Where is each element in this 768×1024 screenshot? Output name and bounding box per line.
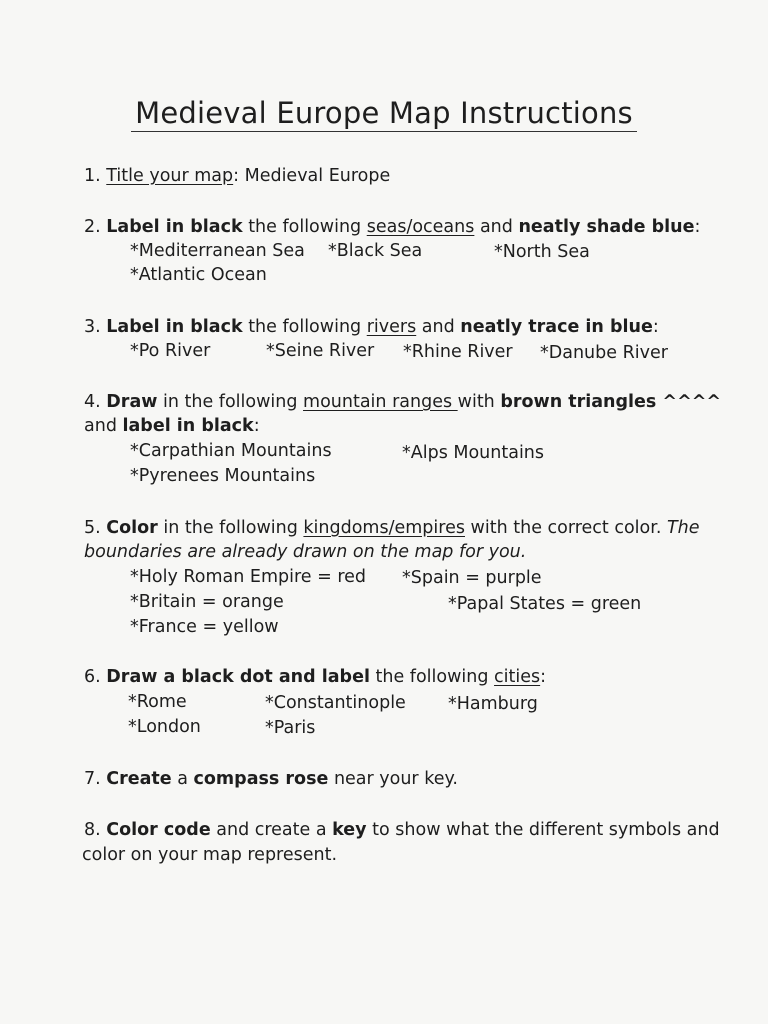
instruction-text: The [666, 518, 700, 538]
instruction-text: in the following [157, 392, 304, 412]
list-item: *Hamburg [448, 694, 538, 714]
instruction-8-continued: color on your map represent. [82, 845, 338, 865]
list-item: *Carpathian Mountains [130, 441, 332, 461]
instruction-text: Create [106, 769, 172, 789]
instruction-text: the following [242, 217, 367, 237]
instruction-text: kingdoms/empires [303, 518, 465, 538]
item-number: 3. [84, 317, 101, 337]
instruction-text: compass rose [193, 769, 329, 789]
item-number: 5. [84, 518, 101, 538]
list-item: *Paris [265, 718, 316, 738]
instruction-text: rivers [366, 317, 417, 337]
page-title [0, 96, 768, 132]
item-number: 2. [84, 217, 101, 237]
instruction-text: boundaries are already drawn on the map for you. [84, 542, 527, 562]
instruction-text: Title your map [106, 166, 234, 186]
list-item: *Alps Mountains [402, 443, 545, 463]
list-item: *Rhine River [403, 342, 513, 362]
instruction-text: Label in black [106, 217, 243, 237]
list-item: *Britain = orange [130, 592, 284, 612]
instruction-text: : [540, 667, 547, 687]
instruction-text: Color [106, 518, 158, 538]
instruction-text: and [84, 416, 123, 436]
list-item: *North Sea [494, 242, 590, 262]
instruction-8 [84, 819, 720, 841]
list-item: *Mediterranean Sea [130, 241, 305, 261]
list-item: *London [128, 717, 201, 737]
instruction-text: mountain ranges [303, 392, 458, 412]
instruction-text: to show what the different symbols and [366, 820, 720, 840]
instruction-text: : [652, 317, 659, 337]
instruction-4-continued [84, 415, 260, 437]
list-item: *Black Sea [328, 241, 423, 261]
instruction-text: : [253, 416, 260, 436]
instruction-text: brown triangles ^^^^ [500, 392, 722, 412]
list-item: *Constantinople [265, 693, 406, 713]
instruction-text: and [416, 317, 461, 337]
instruction-text: Draw a black dot and label [106, 667, 370, 687]
list-item: *Papal States = green [448, 594, 642, 614]
instruction-text: cities [494, 667, 541, 687]
item-number: 1. [84, 166, 101, 186]
instruction-text: : Medieval Europe [233, 166, 391, 186]
instruction-1 [84, 165, 390, 187]
list-item: *Seine River [266, 341, 375, 361]
instruction-text: with [457, 392, 501, 412]
list-item: *Atlantic Ocean [130, 265, 267, 285]
instruction-text: seas/oceans [366, 217, 475, 237]
list-item: *Spain = purple [402, 568, 542, 588]
item-number: 8. [84, 820, 101, 840]
item-number: 4. [84, 392, 101, 412]
instruction-text: near your key. [328, 769, 458, 789]
instruction-5-continued [84, 541, 526, 563]
instruction-text: key [332, 820, 367, 840]
instruction-text: the following [369, 667, 495, 687]
title-text: Medieval Europe Map Instructions [131, 96, 637, 132]
instruction-2 [84, 216, 700, 238]
instruction-text: Draw [106, 392, 158, 412]
instruction-text: Label in black [106, 317, 243, 337]
list-item: *France = yellow [130, 617, 279, 637]
instruction-5 [84, 517, 700, 539]
instruction-text: the following [242, 317, 367, 337]
instruction-text: and create a [210, 820, 333, 840]
instruction-text: in the following [157, 518, 304, 538]
list-item: *Rome [128, 692, 187, 712]
instruction-4 [84, 391, 721, 413]
item-number: 6. [84, 667, 101, 687]
instruction-text: neatly trace in blue [460, 317, 653, 337]
instruction-text: with the correct color. [464, 518, 667, 538]
instruction-text: : [694, 217, 701, 237]
instruction-text: a [171, 769, 194, 789]
instruction-text: neatly shade blue [518, 217, 695, 237]
instruction-3 [84, 316, 659, 338]
list-item: *Pyrenees Mountains [130, 466, 316, 486]
list-item: *Holy Roman Empire = red [130, 567, 367, 587]
instruction-text: Color code [106, 820, 211, 840]
instruction-7 [84, 768, 458, 790]
list-item: *Po River [130, 341, 211, 361]
list-item: *Danube River [540, 343, 668, 363]
instruction-6 [84, 666, 546, 688]
instruction-text: and [474, 217, 519, 237]
instruction-text: label in black [122, 416, 254, 436]
item-number: 7. [84, 769, 101, 789]
